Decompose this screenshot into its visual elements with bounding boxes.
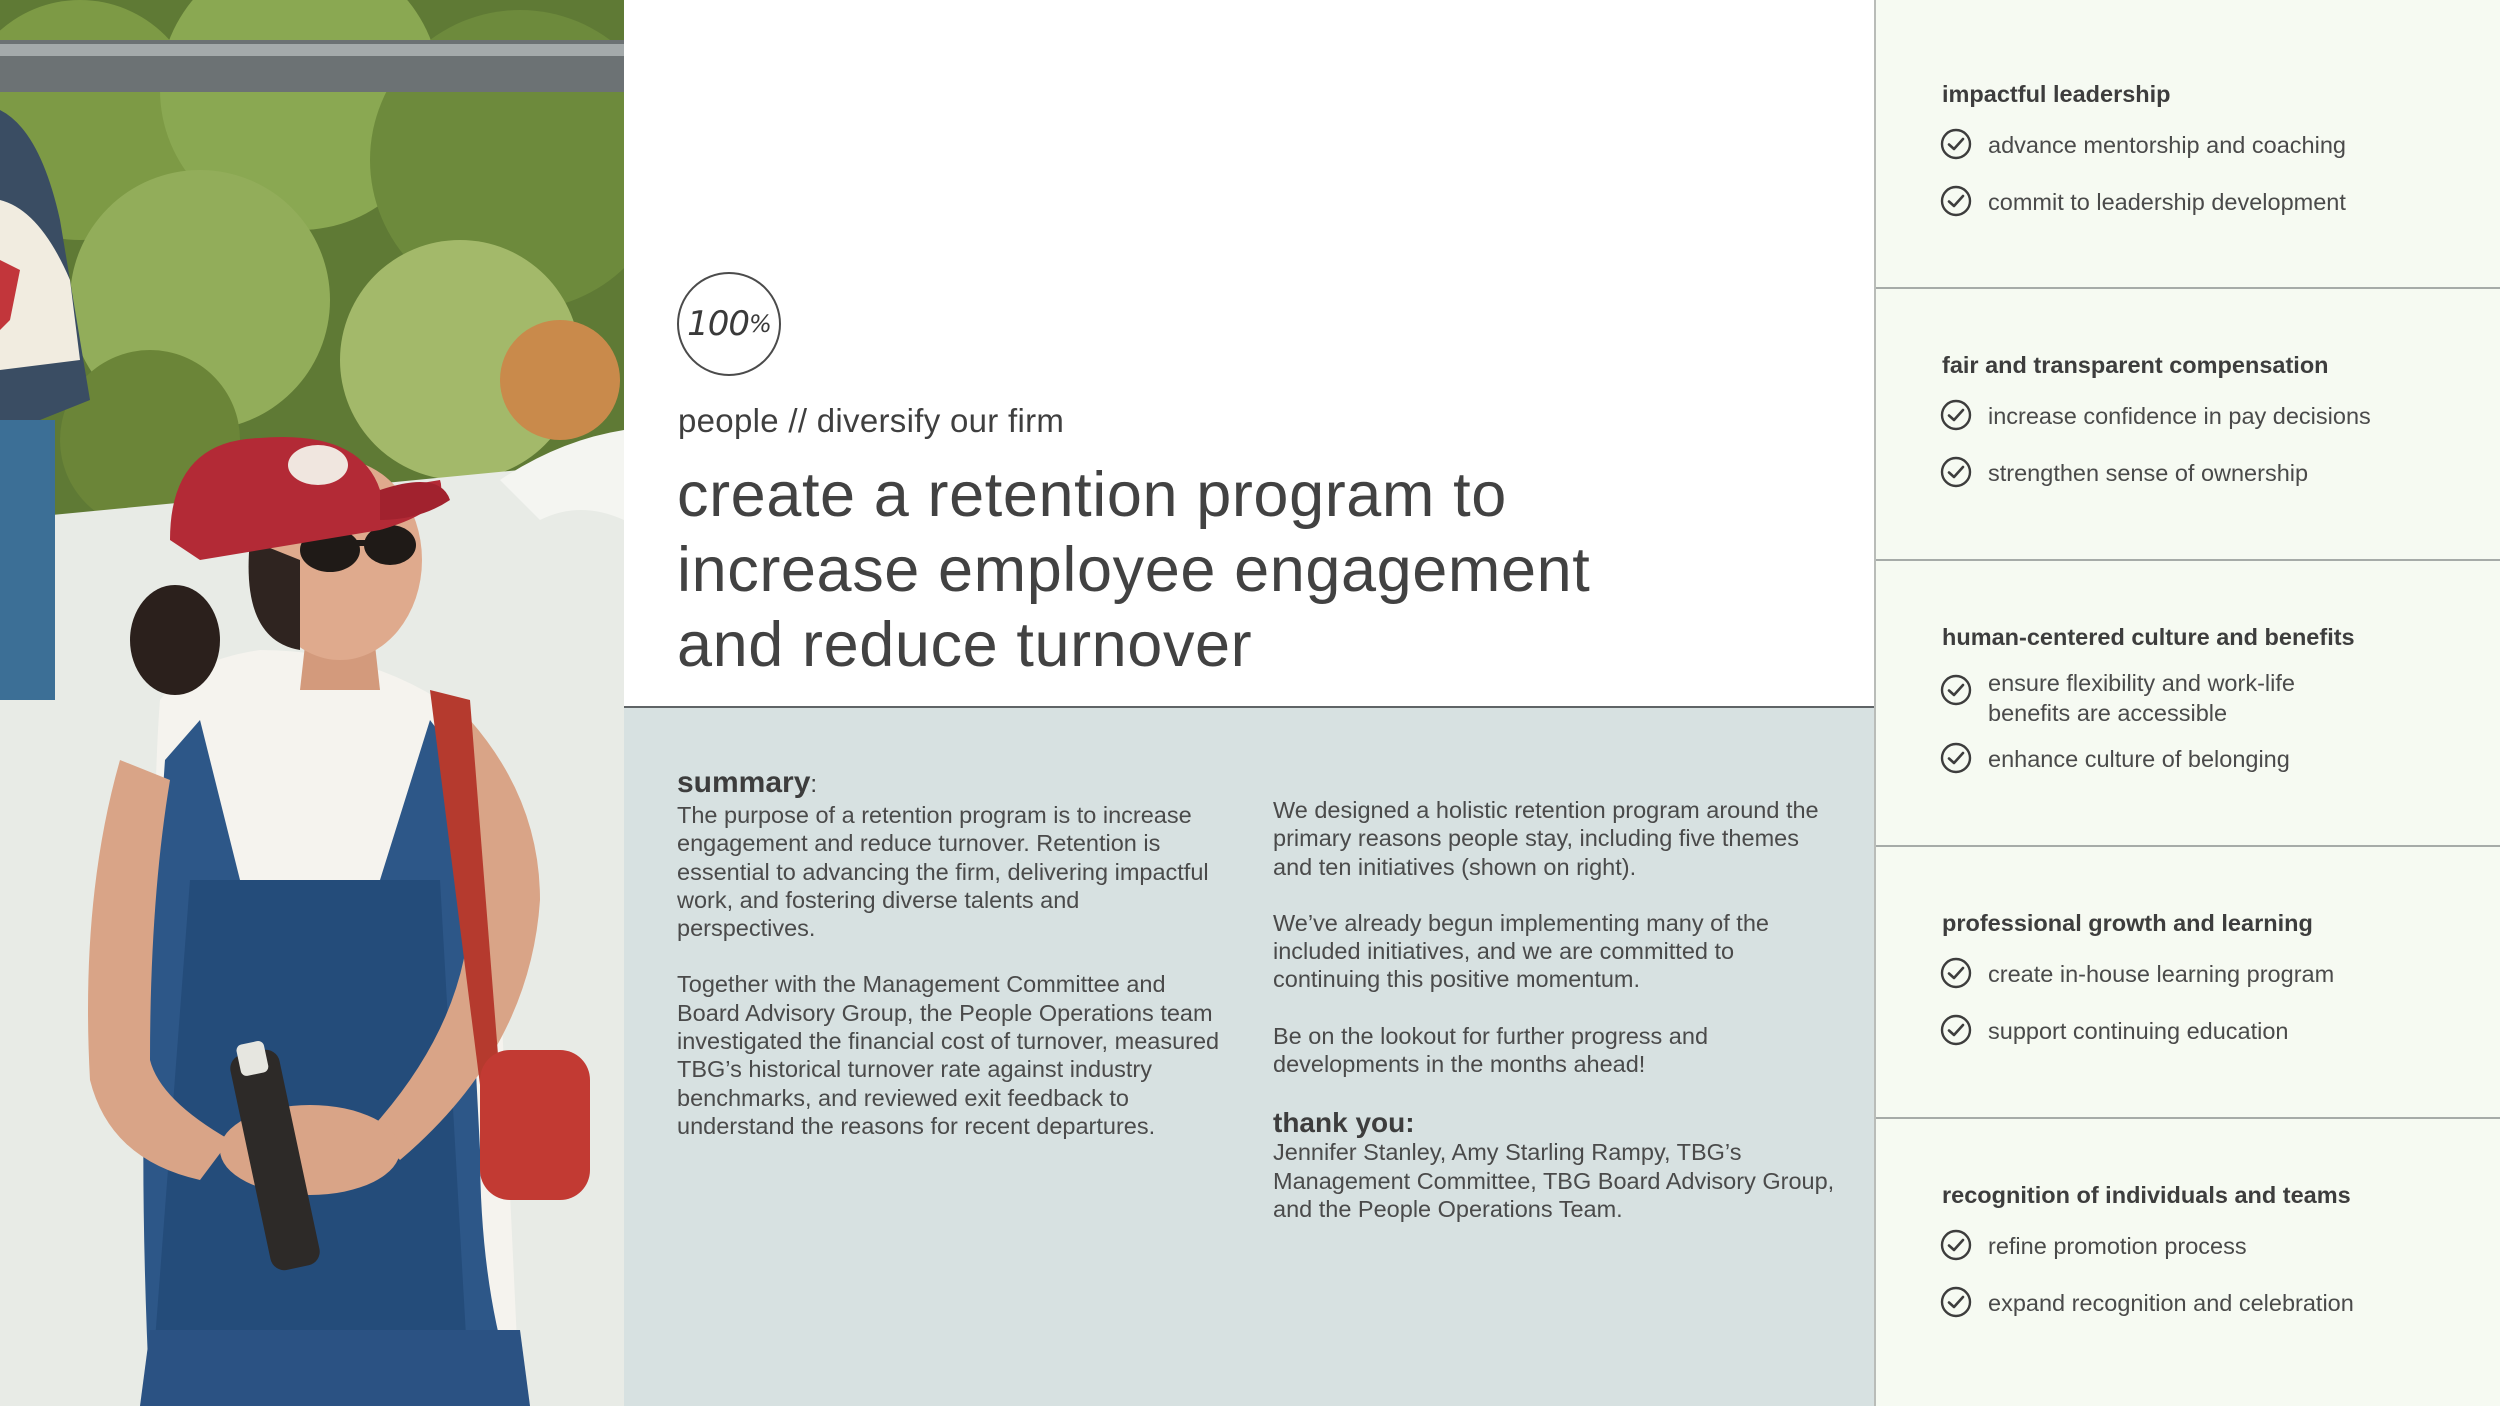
initiative-text: refine promotion process [1988,1233,2247,1259]
title-line-3: and reduce turnover [677,610,1253,680]
summary-paragraph-3: We designed a holistic retention program around the primary reasons people stay, including five themes and ten initiatives (shown on right). [1273,797,1819,880]
summary-paragraph-5: Be on the lookout for further progress and developments in the months ahead! [1273,1022,1709,1078]
check-circle-icon [1940,185,1972,217]
content-panel [624,0,1874,1406]
summary-heading [677,767,1222,801]
badge-value: 100 [687,304,750,344]
summary-paragraph-1: The purpose of a retention program is to increase engagement and reduce turnover. Retention is essential to advancing the firm, delivering impactful work, and fostering diverse talents and perspectives. [677,802,1209,942]
initiative-item [1940,1016,2428,1046]
thanks-text: Jennifer Stanley, Amy Starling Rampy, TBG’s Management Committee, TBG Board Advisory Group, and the People Operations Team. [1273,1139,1835,1222]
headline-section [624,0,1874,706]
initiative-text: advance mentorship and coaching [1988,132,2346,158]
photo-illustration [0,0,624,1406]
initiative-text: ensure flexibility and work-life benefits are accessible [1988,670,2295,726]
summary-column-right [1273,796,1843,1223]
initiative-text: create in-house learning program [1988,961,2335,987]
check-circle-icon [1940,1286,1972,1318]
initiative-item [1940,130,2428,160]
check-circle-icon [1940,742,1972,774]
initiative-item [1940,1231,2428,1261]
check-circle-icon [1940,674,1972,706]
initiatives-divider [1874,0,1876,1406]
initiative-item [1940,668,2358,728]
check-circle-icon [1940,957,1972,989]
initiative-item [1940,1288,2428,1318]
check-circle-icon [1940,128,1972,160]
summary-column-left [677,767,1222,1140]
theme-impactful-leadership [1874,0,2500,289]
title-line-2: increase employee engagement [677,535,1591,605]
check-circle-icon [1940,1229,1972,1261]
initiative-text: support continuing education [1988,1018,2289,1044]
theme-culture [1874,561,2500,847]
summary-heading-text: summary [677,766,811,799]
theme-growth [1874,847,2500,1119]
theme-compensation [1874,289,2500,561]
initiative-item [1940,458,2428,488]
summary-colon: : [810,771,818,798]
title-line-1: create a retention program to [677,460,1507,530]
section-kicker: people // diversify our firm [678,402,1065,439]
theme-title: impactful leadership [1942,81,2171,107]
theme-title: human-centered culture and benefits [1942,624,2355,650]
check-circle-icon [1940,1014,1972,1046]
initiative-item [1940,744,2428,774]
check-circle-icon [1940,456,1972,488]
initiative-item [1940,401,2428,431]
summary-paragraph-4: We’ve already begun implementing many of the included initiatives, and we are committed to continuing this positive momentum. [1273,909,1769,993]
initiative-text: commit to leadership development [1988,189,2346,215]
theme-title: professional growth and learning [1942,910,2313,936]
initiative-item [1940,187,2428,217]
percent-badge [677,272,781,376]
initiative-text: expand recognition and celebration [1988,1290,2354,1316]
check-circle-icon [1940,399,1972,431]
summary-section [624,708,1874,1406]
thanks-heading: thank you: [1273,1107,1415,1139]
initiative-text: enhance culture of belonging [1988,746,2290,772]
badge-unit: % [749,310,771,338]
page-title [677,458,1677,683]
initiatives-panel [1874,0,2500,1406]
hero-photo [0,0,624,1406]
initiative-text: strengthen sense of ownership [1988,460,2309,486]
initiative-text: increase confidence in pay decisions [1988,403,2371,429]
theme-title: recognition of individuals and teams [1942,1182,2351,1208]
initiative-item [1940,959,2428,989]
summary-paragraph-2: Together with the Management Committee and Board Advisory Group, the People Operations team investigated the financial cost of turnover, measured TBG’s historical turnover rate against industry benchmarks, and reviewed exit feedback to understand the reasons for recent departures. [677,971,1220,1139]
theme-recognition [1874,1119,2500,1406]
theme-title: fair and transparent compensation [1942,352,2329,378]
